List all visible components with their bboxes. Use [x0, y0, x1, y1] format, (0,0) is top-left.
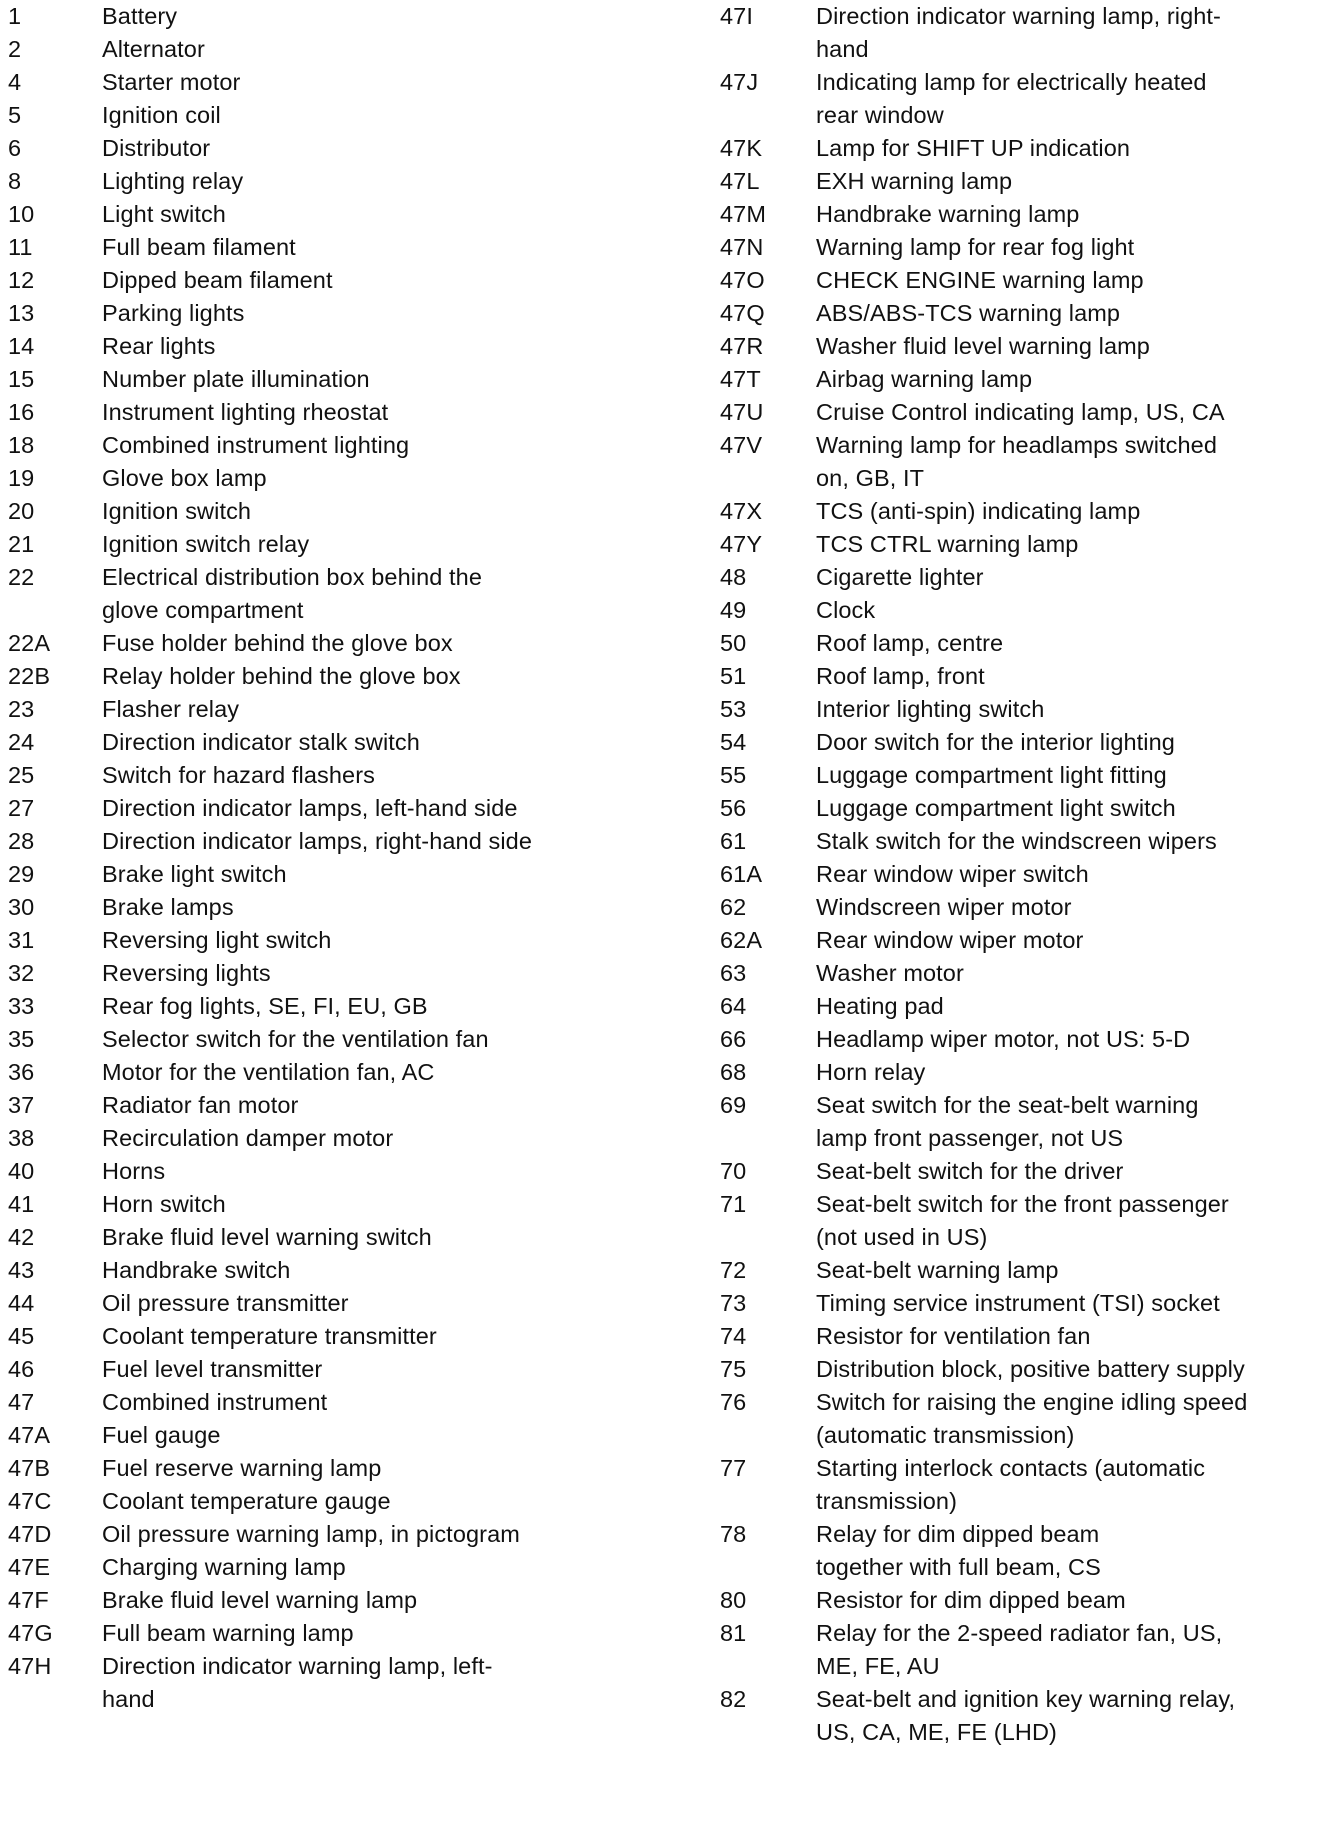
- item-number: 74: [720, 1323, 747, 1349]
- item-description: Fuel level transmitter: [102, 1356, 323, 1382]
- legend-right-column: [720, 0, 1340, 1749]
- item-description: Relay for dim dipped beam together with full beam, CS: [816, 1521, 1101, 1580]
- item-description: ABS/ABS-TCS warning lamp: [816, 300, 1121, 326]
- item-description: Handbrake warning lamp: [816, 201, 1080, 227]
- legend-item: [720, 1584, 1340, 1617]
- item-description: Recirculation damper motor: [102, 1125, 394, 1151]
- legend-item: [720, 165, 1340, 198]
- legend-item: [720, 1518, 1340, 1584]
- item-description: Oil pressure warning lamp, in pictogram: [102, 1521, 520, 1547]
- legend-item: [8, 825, 628, 858]
- item-description: Coolant temperature gauge: [102, 1488, 391, 1514]
- legend-item: [8, 132, 628, 165]
- legend-item: [8, 495, 628, 528]
- legend-item: [8, 1287, 628, 1320]
- item-number: 78: [720, 1521, 747, 1547]
- item-number: 47V: [720, 432, 763, 458]
- item-description: Interior lighting switch: [816, 696, 1045, 722]
- item-description: Flasher relay: [102, 696, 240, 722]
- legend-item: [720, 429, 1340, 495]
- item-number: 61: [720, 828, 747, 854]
- item-number: 44: [8, 1290, 35, 1316]
- legend-item: [8, 1221, 628, 1254]
- item-description: Headlamp wiper motor, not US: 5-D: [816, 1026, 1191, 1052]
- legend-item: [8, 0, 628, 33]
- legend-item: [720, 924, 1340, 957]
- item-number: 47C: [8, 1488, 52, 1514]
- item-description: Washer fluid level warning lamp: [816, 333, 1150, 359]
- item-description: TCS (anti-spin) indicating lamp: [816, 498, 1141, 524]
- item-number: 4: [8, 69, 22, 95]
- item-description: Starter motor: [102, 69, 241, 95]
- item-number: 22A: [8, 630, 51, 656]
- item-number: 47I: [720, 3, 753, 29]
- item-description: Ignition coil: [102, 102, 221, 128]
- item-description: Number plate illumination: [102, 366, 370, 392]
- legend-item: [8, 792, 628, 825]
- legend-item: [720, 792, 1340, 825]
- item-number: 47G: [8, 1620, 53, 1646]
- legend-item: [720, 957, 1340, 990]
- item-number: 29: [8, 861, 35, 887]
- item-description: Light switch: [102, 201, 226, 227]
- item-number: 28: [8, 828, 35, 854]
- item-description: Oil pressure transmitter: [102, 1290, 349, 1316]
- legend-item: [720, 264, 1340, 297]
- legend-item: [720, 1617, 1340, 1683]
- item-description: Handbrake switch: [102, 1257, 291, 1283]
- legend-item: [720, 1155, 1340, 1188]
- item-description: Fuel reserve warning lamp: [102, 1455, 382, 1481]
- item-number: 66: [720, 1026, 747, 1052]
- item-number: 38: [8, 1125, 35, 1151]
- legend-item: [720, 1386, 1340, 1452]
- legend-item: [8, 660, 628, 693]
- item-number: 81: [720, 1620, 747, 1646]
- item-description: Cruise Control indicating lamp, US, CA: [816, 399, 1225, 425]
- item-number: 47J: [720, 69, 759, 95]
- item-number: 47X: [720, 498, 763, 524]
- item-number: 21: [8, 531, 35, 557]
- item-description: Roof lamp, centre: [816, 630, 1004, 656]
- item-description: Reversing light switch: [102, 927, 332, 953]
- item-description: Indicating lamp for electrically heated rear window: [816, 69, 1207, 128]
- item-number: 47K: [720, 135, 763, 161]
- legend-item: [8, 693, 628, 726]
- item-description: Direction indicator warning lamp, left- hand: [102, 1653, 493, 1712]
- item-description: Brake light switch: [102, 861, 287, 887]
- item-description: Combined instrument lighting: [102, 432, 410, 458]
- legend-item: [720, 1188, 1340, 1254]
- item-description: Rear window wiper motor: [816, 927, 1084, 953]
- item-number: 47D: [8, 1521, 52, 1547]
- item-number: 13: [8, 300, 35, 326]
- item-number: 35: [8, 1026, 35, 1052]
- item-number: 47E: [8, 1554, 51, 1580]
- item-description: Horns: [102, 1158, 166, 1184]
- item-number: 36: [8, 1059, 35, 1085]
- legend-item: [8, 66, 628, 99]
- legend-item: [720, 990, 1340, 1023]
- legend-item: [720, 66, 1340, 132]
- item-number: 51: [720, 663, 747, 689]
- item-description: Full beam filament: [102, 234, 296, 260]
- item-number: 50: [720, 630, 747, 656]
- legend-item: [8, 1386, 628, 1419]
- item-description: Brake fluid level warning lamp: [102, 1587, 418, 1613]
- item-description: Radiator fan motor: [102, 1092, 299, 1118]
- item-number: 47Y: [720, 531, 763, 557]
- legend-item: [8, 759, 628, 792]
- legend-item: [720, 1320, 1340, 1353]
- legend-item: [720, 0, 1340, 66]
- item-description: Horn switch: [102, 1191, 226, 1217]
- legend-item: [8, 1419, 628, 1452]
- item-number: 40: [8, 1158, 35, 1184]
- item-description: Direction indicator lamps, right-hand side: [102, 828, 533, 854]
- legend-item: [720, 858, 1340, 891]
- item-number: 24: [8, 729, 35, 755]
- item-number: 20: [8, 498, 35, 524]
- item-description: Ignition switch: [102, 498, 252, 524]
- item-number: 10: [8, 201, 35, 227]
- legend-item: [8, 1650, 628, 1716]
- item-number: 11: [8, 234, 33, 260]
- item-number: 69: [720, 1092, 747, 1118]
- legend-item: [8, 462, 628, 495]
- legend-item: [720, 363, 1340, 396]
- legend-item: [720, 594, 1340, 627]
- item-number: 71: [720, 1191, 747, 1217]
- legend-item: [720, 561, 1340, 594]
- item-number: 32: [8, 960, 35, 986]
- item-description: Brake lamps: [102, 894, 234, 920]
- item-description: Distribution block, positive battery supply: [816, 1356, 1245, 1382]
- item-number: 46: [8, 1356, 35, 1382]
- item-number: 19: [8, 465, 35, 491]
- item-description: Warning lamp for rear fog light: [816, 234, 1135, 260]
- legend-item: [8, 198, 628, 231]
- legend-left-column: [8, 0, 628, 1716]
- legend-item: [720, 297, 1340, 330]
- legend-item: [8, 1584, 628, 1617]
- legend-item: [720, 132, 1340, 165]
- item-description: Luggage compartment light fitting: [816, 762, 1167, 788]
- item-number: 22: [8, 564, 35, 590]
- legend-item: [720, 1353, 1340, 1386]
- item-number: 12: [8, 267, 35, 293]
- item-number: 31: [8, 927, 35, 953]
- legend-item: [8, 924, 628, 957]
- item-number: 47N: [720, 234, 764, 260]
- item-number: 45: [8, 1323, 35, 1349]
- item-description: Lighting relay: [102, 168, 244, 194]
- item-number: 23: [8, 696, 35, 722]
- item-number: 25: [8, 762, 35, 788]
- item-number: 47A: [8, 1422, 51, 1448]
- item-number: 82: [720, 1686, 747, 1712]
- item-number: 75: [720, 1356, 747, 1382]
- legend-item: [720, 693, 1340, 726]
- item-description: Warning lamp for headlamps switched on, GB, IT: [816, 432, 1218, 491]
- legend-item: [8, 363, 628, 396]
- item-description: Switch for hazard flashers: [102, 762, 375, 788]
- item-number: 53: [720, 696, 747, 722]
- item-number: 22B: [8, 663, 51, 689]
- item-number: 68: [720, 1059, 747, 1085]
- item-description: Reversing lights: [102, 960, 271, 986]
- legend-item: [8, 1155, 628, 1188]
- item-description: Relay for the 2-speed radiator fan, US, ME, FE, AU: [816, 1620, 1223, 1679]
- item-number: 77: [720, 1455, 747, 1481]
- legend-item: [8, 165, 628, 198]
- legend-item: [720, 231, 1340, 264]
- item-description: TCS CTRL warning lamp: [816, 531, 1079, 557]
- legend-item: [8, 1617, 628, 1650]
- item-number: 47B: [8, 1455, 51, 1481]
- item-description: Rear window wiper switch: [816, 861, 1089, 887]
- item-number: 47R: [720, 333, 764, 359]
- legend-item: [720, 1287, 1340, 1320]
- item-description: Alternator: [102, 36, 205, 62]
- legend-item: [720, 660, 1340, 693]
- item-number: 62: [720, 894, 747, 920]
- item-number: 41: [8, 1191, 35, 1217]
- item-number: 6: [8, 135, 22, 161]
- item-number: 47F: [8, 1587, 49, 1613]
- legend-item: [8, 858, 628, 891]
- item-description: Washer motor: [816, 960, 964, 986]
- item-description: Switch for raising the engine idling speed (automatic transmission): [816, 1389, 1248, 1448]
- legend-item: [8, 99, 628, 132]
- item-description: Seat-belt warning lamp: [816, 1257, 1059, 1283]
- legend-item: [720, 627, 1340, 660]
- item-number: 18: [8, 432, 35, 458]
- legend-item: [8, 1320, 628, 1353]
- legend-item: [720, 1254, 1340, 1287]
- item-description: Coolant temperature transmitter: [102, 1323, 437, 1349]
- legend-item: [720, 759, 1340, 792]
- legend-item: [8, 1551, 628, 1584]
- legend-item: [8, 429, 628, 462]
- item-description: Starting interlock contacts (automatic transmission): [816, 1455, 1206, 1514]
- item-number: 47: [8, 1389, 35, 1415]
- legend-item: [8, 1254, 628, 1287]
- item-description: Glove box lamp: [102, 465, 267, 491]
- item-number: 61A: [720, 861, 763, 887]
- legend-item: [8, 990, 628, 1023]
- legend-item: [8, 957, 628, 990]
- item-number: 5: [8, 102, 22, 128]
- legend-item: [8, 1518, 628, 1551]
- item-description: Direction indicator stalk switch: [102, 729, 420, 755]
- item-description: Seat-belt and ignition key warning relay, US, CA, ME, FE (LHD): [816, 1686, 1236, 1745]
- item-number: 15: [8, 366, 35, 392]
- item-number: 43: [8, 1257, 35, 1283]
- item-number: 54: [720, 729, 747, 755]
- item-number: 55: [720, 762, 747, 788]
- legend-item: [720, 330, 1340, 363]
- legend-item: [720, 495, 1340, 528]
- item-number: 64: [720, 993, 747, 1019]
- item-number: 49: [720, 597, 747, 623]
- item-description: Brake fluid level warning switch: [102, 1224, 432, 1250]
- item-description: Luggage compartment light switch: [816, 795, 1176, 821]
- item-description: Rear fog lights, SE, FI, EU, GB: [102, 993, 428, 1019]
- item-number: 42: [8, 1224, 35, 1250]
- item-description: Lamp for SHIFT UP indication: [816, 135, 1131, 161]
- legend-item: [8, 528, 628, 561]
- item-number: 72: [720, 1257, 747, 1283]
- legend-item: [8, 33, 628, 66]
- item-description: EXH warning lamp: [816, 168, 1013, 194]
- item-description: Selector switch for the ventilation fan: [102, 1026, 489, 1052]
- item-number: 1: [8, 3, 22, 29]
- legend-item: [720, 1056, 1340, 1089]
- legend-item: [8, 627, 628, 660]
- item-number: 56: [720, 795, 747, 821]
- item-description: Motor for the ventilation fan, AC: [102, 1059, 435, 1085]
- item-description: Horn relay: [816, 1059, 926, 1085]
- legend-item: [8, 297, 628, 330]
- legend-item: [8, 231, 628, 264]
- item-number: 33: [8, 993, 35, 1019]
- item-number: 47L: [720, 168, 760, 194]
- item-number: 80: [720, 1587, 747, 1613]
- item-description: Fuse holder behind the glove box: [102, 630, 453, 656]
- item-number: 47M: [720, 201, 767, 227]
- item-description: Seat switch for the seat-belt warning lamp front passenger, not US: [816, 1092, 1199, 1151]
- legend-item: [8, 1023, 628, 1056]
- item-description: Ignition switch relay: [102, 531, 310, 557]
- item-description: Cigarette lighter: [816, 564, 984, 590]
- item-description: Electrical distribution box behind the glove compartment: [102, 564, 483, 623]
- item-number: 73: [720, 1290, 747, 1316]
- legend-item: [720, 198, 1340, 231]
- item-description: Seat-belt switch for the front passenger (not used in US): [816, 1191, 1229, 1250]
- legend-item: [720, 396, 1340, 429]
- item-number: 27: [8, 795, 35, 821]
- item-description: Roof lamp, front: [816, 663, 985, 689]
- item-description: Timing service instrument (TSI) socket: [816, 1290, 1220, 1316]
- legend-item: [720, 1452, 1340, 1518]
- legend-item: [720, 1023, 1340, 1056]
- item-description: Fuel gauge: [102, 1422, 221, 1448]
- item-number: 30: [8, 894, 35, 920]
- legend-item: [8, 1122, 628, 1155]
- legend-item: [8, 726, 628, 759]
- item-number: 76: [720, 1389, 747, 1415]
- item-number: 47O: [720, 267, 765, 293]
- item-description: Door switch for the interior lighting: [816, 729, 1175, 755]
- item-number: 48: [720, 564, 747, 590]
- item-number: 2: [8, 36, 22, 62]
- legend-item: [8, 561, 628, 627]
- legend-item: [720, 726, 1340, 759]
- item-number: 70: [720, 1158, 747, 1184]
- item-description: CHECK ENGINE warning lamp: [816, 267, 1144, 293]
- item-number: 14: [8, 333, 35, 359]
- item-number: 8: [8, 168, 22, 194]
- item-description: Battery: [102, 3, 178, 29]
- item-description: Heating pad: [816, 993, 944, 1019]
- item-description: Direction indicator lamps, left-hand side: [102, 795, 518, 821]
- legend-item: [720, 528, 1340, 561]
- item-description: Combined instrument: [102, 1389, 328, 1415]
- item-description: Full beam warning lamp: [102, 1620, 354, 1646]
- item-description: Charging warning lamp: [102, 1554, 346, 1580]
- legend-item: [8, 1353, 628, 1386]
- item-description: Airbag warning lamp: [816, 366, 1033, 392]
- item-number: 63: [720, 960, 747, 986]
- item-description: Stalk switch for the windscreen wipers: [816, 828, 1217, 854]
- legend-item: [8, 1188, 628, 1221]
- legend-item: [8, 1485, 628, 1518]
- item-number: 62A: [720, 927, 763, 953]
- item-number: 47Q: [720, 300, 765, 326]
- item-description: Relay holder behind the glove box: [102, 663, 461, 689]
- item-description: Dipped beam filament: [102, 267, 333, 293]
- legend-item: [8, 396, 628, 429]
- item-description: Rear lights: [102, 333, 216, 359]
- legend-item: [8, 330, 628, 363]
- legend-item: [8, 1452, 628, 1485]
- item-description: Direction indicator warning lamp, right- hand: [816, 3, 1221, 62]
- item-description: Resistor for ventilation fan: [816, 1323, 1091, 1349]
- legend-item: [720, 1683, 1340, 1749]
- item-number: 47H: [8, 1653, 52, 1679]
- legend-item: [8, 891, 628, 924]
- item-description: Clock: [816, 597, 876, 623]
- item-description: Instrument lighting rheostat: [102, 399, 389, 425]
- legend-item: [720, 1089, 1340, 1155]
- legend-item: [720, 825, 1340, 858]
- legend-item: [8, 1056, 628, 1089]
- item-number: 47T: [720, 366, 761, 392]
- item-number: 47U: [720, 399, 764, 425]
- item-description: Parking lights: [102, 300, 245, 326]
- item-number: 37: [8, 1092, 35, 1118]
- legend-item: [720, 891, 1340, 924]
- item-number: 16: [8, 399, 35, 425]
- item-description: Windscreen wiper motor: [816, 894, 1072, 920]
- legend-item: [8, 1089, 628, 1122]
- item-description: Resistor for dim dipped beam: [816, 1587, 1126, 1613]
- item-description: Distributor: [102, 135, 211, 161]
- item-description: Seat-belt switch for the driver: [816, 1158, 1124, 1184]
- legend-item: [8, 264, 628, 297]
